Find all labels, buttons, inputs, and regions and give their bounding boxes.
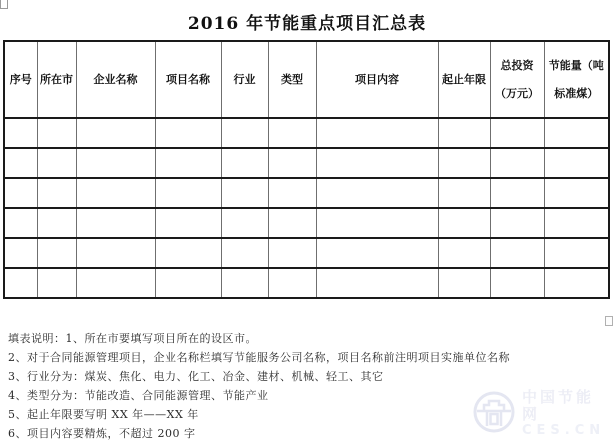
empty-cell[interactable] — [37, 238, 76, 268]
empty-cell[interactable] — [268, 268, 316, 298]
empty-cell[interactable] — [37, 178, 76, 208]
note-line: 2、对于合同能源管理项目，企业名称栏填写节能服务公司名称，项目名称前注明项目实施单位名称 — [8, 351, 510, 364]
col-header-project-content: 项目内容 — [316, 41, 438, 118]
table-row — [4, 238, 609, 268]
empty-cell[interactable] — [268, 178, 316, 208]
table-resize-handle[interactable] — [605, 316, 613, 326]
empty-cell[interactable] — [221, 238, 268, 268]
watermark-cn-label: 中国节能网 — [522, 388, 595, 423]
empty-cell[interactable] — [155, 118, 221, 148]
empty-cell[interactable] — [155, 238, 221, 268]
table-row — [4, 178, 609, 208]
empty-cell[interactable] — [155, 178, 221, 208]
empty-cell[interactable] — [268, 148, 316, 178]
col-header-project-name: 项目名称 — [155, 41, 221, 118]
empty-cell[interactable] — [76, 268, 155, 298]
col-header-industry: 行业 — [221, 41, 268, 118]
col-header-energy-saved: 节能量（吨标准煤） — [544, 41, 609, 118]
note-line: 3、行业分为：煤炭、焦化、电力、化工、冶金、建材、机械、轻工、其它 — [8, 370, 384, 383]
page-title: 2016 年节能重点项目汇总表 — [187, 14, 427, 34]
empty-cell[interactable] — [490, 178, 544, 208]
summary-table — [3, 40, 610, 299]
empty-cell[interactable] — [438, 208, 490, 238]
col-header-city: 所在市 — [37, 41, 76, 118]
empty-cell[interactable] — [490, 118, 544, 148]
empty-cell[interactable] — [438, 268, 490, 298]
anchor-marker — [0, 0, 8, 9]
empty-cell[interactable] — [544, 208, 609, 238]
empty-cell[interactable] — [221, 118, 268, 148]
empty-cell[interactable] — [438, 148, 490, 178]
note-line: 填表说明：1、所在市要填写项目所在的设区市。 — [8, 332, 257, 345]
empty-cell[interactable] — [316, 238, 438, 268]
table-row — [4, 148, 609, 178]
empty-cell[interactable] — [438, 118, 490, 148]
empty-cell[interactable] — [37, 148, 76, 178]
empty-cell[interactable] — [4, 238, 37, 268]
empty-cell[interactable] — [316, 178, 438, 208]
empty-cell[interactable] — [490, 208, 544, 238]
header-row — [4, 41, 609, 118]
fill-instructions — [8, 329, 604, 443]
col-header-type: 类型 — [268, 41, 316, 118]
empty-cell[interactable] — [37, 208, 76, 238]
empty-cell[interactable] — [155, 208, 221, 238]
empty-cell[interactable] — [4, 208, 37, 238]
empty-cell[interactable] — [316, 148, 438, 178]
note-line: 4、类型分为：节能改造、合同能源管理、节能产业 — [8, 389, 269, 402]
empty-cell[interactable] — [544, 268, 609, 298]
empty-cell[interactable] — [544, 148, 609, 178]
empty-cell[interactable] — [490, 268, 544, 298]
empty-cell[interactable] — [438, 178, 490, 208]
empty-cell[interactable] — [155, 148, 221, 178]
empty-cell[interactable] — [221, 268, 268, 298]
watermark-en-label: CES.CN — [522, 423, 606, 438]
empty-cell[interactable] — [76, 208, 155, 238]
empty-cell[interactable] — [438, 238, 490, 268]
note-line: 5、起止年限要写明 XX 年——XX 年 — [8, 408, 199, 421]
empty-cell[interactable] — [4, 118, 37, 148]
empty-cell[interactable] — [268, 118, 316, 148]
table-row — [4, 208, 609, 238]
empty-cell[interactable] — [4, 178, 37, 208]
empty-cell[interactable] — [490, 238, 544, 268]
col-header-investment: 总投资（万元） — [490, 41, 544, 118]
empty-cell[interactable] — [316, 208, 438, 238]
empty-cell[interactable] — [76, 118, 155, 148]
empty-cell[interactable] — [268, 208, 316, 238]
empty-cell[interactable] — [316, 118, 438, 148]
empty-cell[interactable] — [268, 238, 316, 268]
col-header-duration: 起止年限 — [438, 41, 490, 118]
empty-cell[interactable] — [221, 148, 268, 178]
empty-cell[interactable] — [76, 148, 155, 178]
empty-cell[interactable] — [37, 268, 76, 298]
empty-cell[interactable] — [544, 118, 609, 148]
empty-cell[interactable] — [544, 238, 609, 268]
table-row — [4, 268, 609, 298]
empty-cell[interactable] — [221, 178, 268, 208]
col-header-enterprise: 企业名称 — [76, 41, 155, 118]
note-line: 6、项目内容要精炼，不超过 200 字 — [8, 427, 196, 440]
empty-cell[interactable] — [316, 268, 438, 298]
empty-cell[interactable] — [490, 148, 544, 178]
empty-cell[interactable] — [76, 178, 155, 208]
empty-cell[interactable] — [76, 238, 155, 268]
empty-cell[interactable] — [544, 178, 609, 208]
empty-cell[interactable] — [4, 268, 37, 298]
empty-cell[interactable] — [4, 148, 37, 178]
empty-cell[interactable] — [221, 208, 268, 238]
table-row — [4, 118, 609, 148]
empty-cell[interactable] — [37, 118, 76, 148]
col-header-index: 序号 — [4, 41, 37, 118]
empty-cell[interactable] — [155, 268, 221, 298]
